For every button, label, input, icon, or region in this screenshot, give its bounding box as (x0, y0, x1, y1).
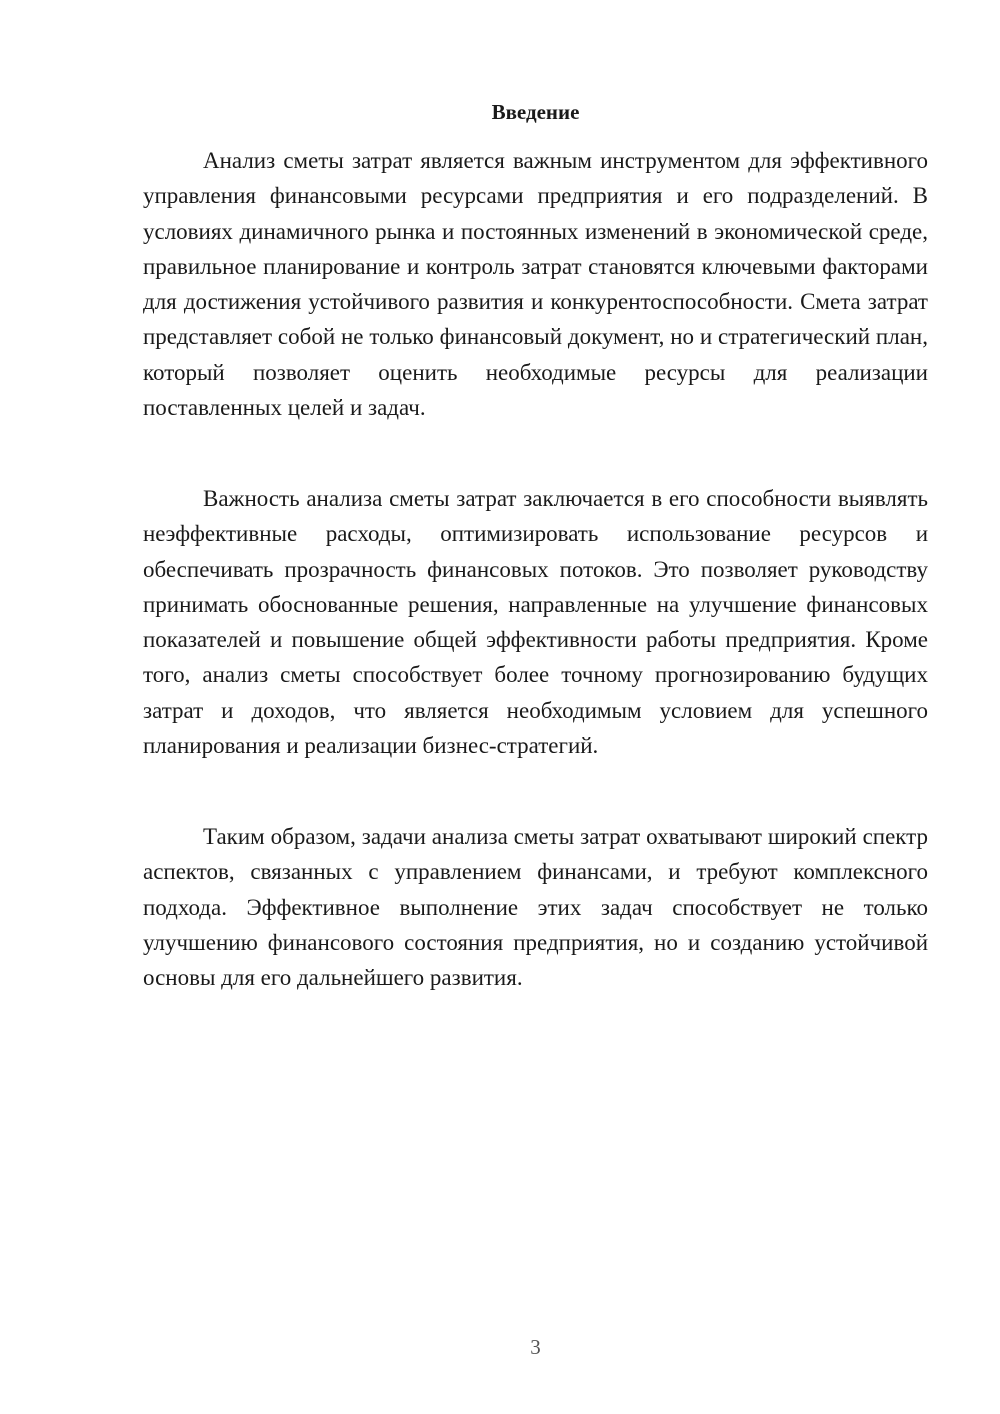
paragraph-2: Важность анализа сметы затрат заключается в его способности выявлять неэффективные расходы, оптимизировать использование ресурсов и обеспечивать прозрачность финансовых потоков. Это позволяет руководству принимать обоснованные решения, направленные на улучшение финансовых показателей и повышение общей эффективности работы предприятия. Кроме того, анализ сметы способствует более точному прогнозированию будущих затрат и доходов, что является необходимым условием для успешного планирования и реализации бизнес-стратегий. (143, 486, 928, 759)
page-title: Введение (491, 100, 580, 124)
page-number: 3 (530, 1335, 541, 1359)
paragraph-1: Анализ сметы затрат является важным инструментом для эффективного управления финансовыми ресурсами предприятия и его подразделений. В условиях динамичного рынка и постоянных изменений в экономической среде, правильное планирование и контроль затрат становятся ключевыми факторами для достижения устойчивого развития и конкурентоспособности. Смета затрат представляет собой не только финансовый документ, но и стратегический план, который позволяет оценить необходимые ресурсы для реализации поставленных целей и задач. (143, 148, 928, 421)
paragraph-3: Таким образом, задачи анализа сметы затрат охватывают широкий спектр аспектов, связанных с управлением финансами, и требуют комплексного подхода. Эффективное выполнение этих задач способствует не только улучшению финансового состояния предприятия, но и созданию устойчивой основы для его дальнейшего развития. (143, 824, 928, 991)
